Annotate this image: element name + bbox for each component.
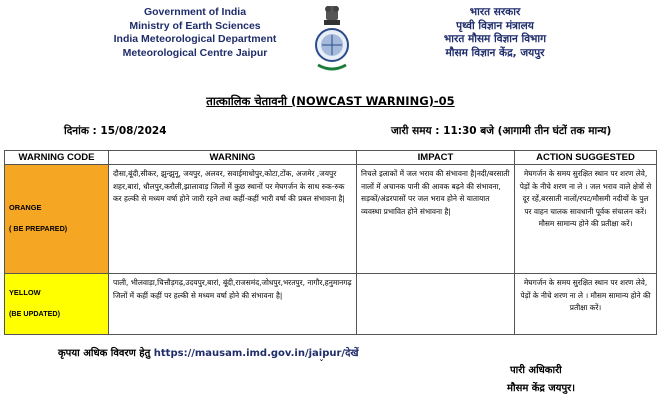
header-hi-line-3: भारत मौसम विज्ञान विभाग	[443, 33, 547, 46]
more-info-line	[58, 345, 359, 359]
stray-mark: ˇ	[319, 359, 324, 370]
warning-code-label: ORANGE	[9, 203, 42, 213]
imd-emblem-icon	[314, 3, 350, 75]
header-en-line-1: Government of India	[143, 6, 247, 18]
header-en-line-4: Meteorological Centre Jaipur	[122, 46, 268, 59]
page-title: तात्कालिक चेतावनी (NOWCAST WARNING)-05	[206, 94, 455, 108]
header-hindi	[390, 6, 600, 60]
header-hi-line-1: भारत सरकार	[469, 6, 521, 18]
header-en-line-3: India Meteorological Department	[113, 33, 277, 46]
col-header-warning-code: WARNING CODE	[5, 151, 109, 165]
action-text: मेघगर्जन के समय सुरक्षित स्थान पर शरण लेवे, पेड़ों के नीचे शरण ना ले । मौसम सामान्य होने की प्रतीक्षा करें।	[515, 274, 657, 335]
header-en-line-2: Ministry of Earth Sciences	[129, 19, 261, 32]
more-info-link[interactable]: https://mausam.imd.gov.in/jaipur/देखें	[153, 348, 359, 359]
action-text: मेघगर्जन के समय सुरक्षित स्थान पर शरण लेवे, पेड़ों के नीचे शरण ना ले । जल भराव वाले क्षेत्रों से दूर रहें,बरसाती नालों/रपट/मौसमी नदीयों के पुल पर वाहन चालक सावधानी पूर्वक संचालन करें। मौसम सामान्य होने की प्रतीक्षा करें।	[515, 165, 657, 274]
warning-code-label: YELLOW	[9, 288, 41, 298]
impact-text	[357, 274, 515, 335]
issue-date: दिनांक : 15/08/2024	[64, 125, 167, 137]
col-header-action: ACTION SUGGESTED	[515, 151, 657, 165]
col-header-impact: IMPACT	[357, 151, 515, 165]
warning-text: दौसा,बूंदी,सीकर, झुन्झुनू, जयपुर, अलवर, सवाईमाधोपुर,कोटा,टोंक, अजमेर ,जयपुर शहर,बारां, धौलपुर,करौली,झालावाड़ जिलों में कुछ स्थानों पर मेघगर्जन के साथ रुक-रुक कर हल्की से मध्यम वर्षा होने जारी रहने तथा कहीं-कहीं भारी वर्षा की प्रबल संभावना है|	[109, 165, 357, 274]
table-row-orange	[5, 165, 657, 274]
warning-code-sub: (BE UPDATED)	[9, 309, 60, 318]
header-hi-line-2: पृथ्वी विज्ञान मंत्रालय	[456, 19, 534, 32]
table-row-yellow	[5, 274, 657, 335]
warning-code-sub: ( BE PREPARED)	[9, 224, 68, 233]
header-hi-line-4: मौसम विज्ञान केंद्र, जयपुर	[445, 46, 545, 59]
warning-code-orange	[5, 165, 109, 274]
table-header-row	[5, 151, 657, 165]
signatory-office: मौसम केंद्र जयपुर।	[507, 383, 576, 394]
ashoka-lions-icon	[324, 6, 340, 25]
issue-time: जारी समय : 11:30 बजे (आगामी तीन घंटों तक मान्य)	[391, 125, 612, 137]
warning-text: पाली, भीलवाड़ा,चित्तौड़गढ़,उदयपुर,बारां, बूंदी,राजसमंद,जोधपुर,भरतपुर, नागौर,हनुमानगढ़ जिलों में कहीं कहीं पर हल्की से मध्यम वर्षा होने की संभावना है|	[109, 274, 357, 335]
header-english	[80, 6, 310, 60]
col-header-warning: WARNING	[109, 151, 357, 165]
warning-table	[4, 150, 657, 335]
more-info-prefix: कृपया अधिक विवरण हेतु	[58, 348, 154, 359]
impact-text: निचले इलाकों में जल भराव की संभावना है|नदी/बरसाती नालों में अचानक पानी की आवक बढ़ने की संभावना, सड़कों/अंडरपासों पर जल भराव होने से यातायात व्यवस्था प्रभावित होने संभावना है|	[357, 165, 515, 274]
signatory-title: पारी अधिकारी	[510, 365, 562, 376]
warning-code-yellow	[5, 274, 109, 335]
